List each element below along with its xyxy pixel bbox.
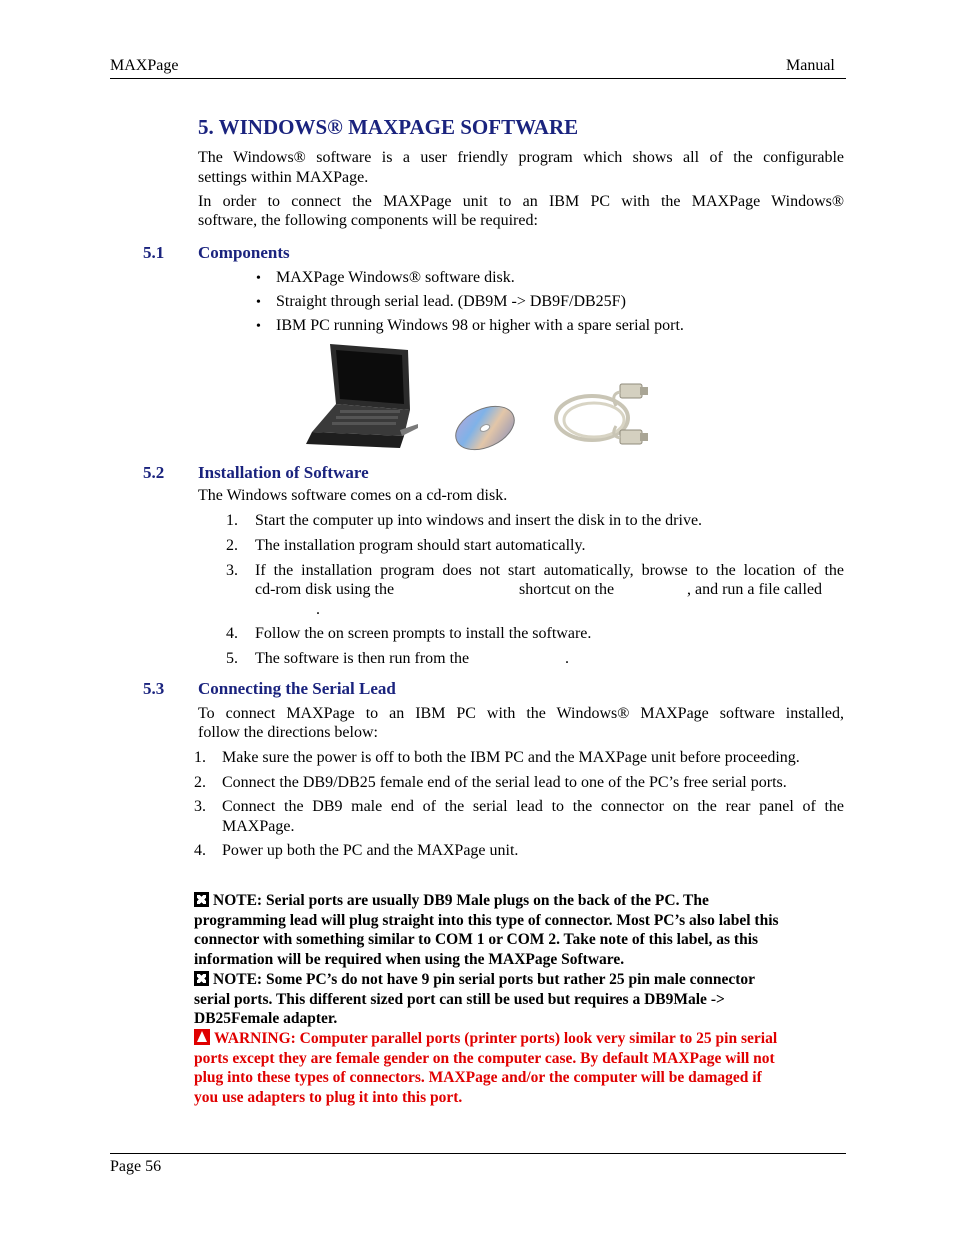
- components-item: MAXPage Windows® software disk.: [276, 269, 515, 286]
- step-number: 3.: [226, 562, 238, 579]
- note-25-pin-ports: [194, 970, 844, 1029]
- install-step: The installation program should start automatically.: [255, 537, 586, 554]
- section-5-p1-line2: settings within MAXPage.: [198, 169, 369, 186]
- install-intro: The Windows software comes on a cd-rom disk.: [198, 487, 508, 504]
- note-line: serial ports. This different sized port can still be used but requires a DB9Male ->: [194, 990, 725, 1008]
- bullet-icon: •: [256, 271, 261, 286]
- section-5-1-number: 5.1: [143, 243, 165, 262]
- section-5-p2-line2: software, the following components will be required:: [198, 212, 538, 229]
- header-rule: [110, 78, 846, 79]
- section-5-3-number: 5.3: [143, 679, 165, 698]
- components-item: Straight through serial lead. (DB9M -> DB9F/DB25F): [276, 293, 626, 310]
- bullet-icon: •: [256, 295, 261, 310]
- step-number: 5.: [226, 650, 238, 667]
- warning-line: ports except they are female gender on the computer case. By default MAXPage will not: [194, 1049, 775, 1067]
- note-serial-ports: [194, 891, 844, 969]
- install-step: If the installation program does not start automatically, browse to the location of the: [255, 562, 844, 579]
- cd-disk-image: [452, 404, 518, 452]
- header-title: MAXPage: [110, 57, 179, 74]
- serial-step: Power up both the PC and the MAXPage unit.: [222, 842, 519, 859]
- laptop-image: [300, 340, 420, 452]
- section-5-p2-line1: In order to connect the MAXPage unit to an IBM PC with the MAXPage Windows®: [198, 193, 844, 210]
- header-manual: Manual: [786, 57, 835, 74]
- serial-intro-line1: To connect MAXPage to an IBM PC with the Windows® MAXPage software installed,: [198, 705, 844, 722]
- warning-line: you use adapters to plug it into this port.: [194, 1088, 463, 1106]
- install-step-fragment: , and run a file called: [687, 581, 823, 598]
- note-icon: [194, 971, 209, 986]
- install-step-fragment: cd-rom disk using the: [255, 581, 395, 598]
- section-5-2-number: 5.2: [143, 463, 165, 482]
- section-5-p1-line1: The Windows® software is a user friendly program which shows all of the configurable: [198, 149, 844, 166]
- step-number: 2.: [194, 774, 206, 791]
- serial-intro-line2: follow the directions below:: [198, 724, 378, 741]
- step-number: 4.: [194, 842, 206, 859]
- note-line: NOTE: Some PC’s do not have 9 pin serial ports but rather 25 pin male connector: [213, 971, 756, 988]
- page-number: Page 56: [110, 1158, 162, 1175]
- bullet-icon: •: [256, 319, 261, 334]
- note-line: DB25Female adapter.: [194, 1010, 338, 1028]
- install-step: Start the computer up into windows and insert the disk in to the drive.: [255, 512, 703, 529]
- footer-rule: [110, 1153, 846, 1154]
- components-item: IBM PC running Windows 98 or higher with a spare serial port.: [276, 317, 684, 334]
- warning-line: plug into these types of connectors. MAXPage and/or the computer will be damaged if: [194, 1069, 762, 1087]
- serial-cable-image: [550, 378, 652, 454]
- note-line: programming lead will plug straight into this type of connector. Most PC’s also label this: [194, 911, 779, 929]
- install-step-fragment: .: [565, 650, 569, 667]
- warning-parallel-ports: [194, 1029, 844, 1107]
- serial-step: Connect the DB9/DB25 female end of the serial lead to one of the PC’s free serial ports.: [222, 774, 787, 791]
- install-step-fragment: .: [316, 601, 320, 618]
- step-number: 1.: [194, 749, 206, 766]
- step-number: 2.: [226, 537, 238, 554]
- install-step: Follow the on screen prompts to install the software.: [255, 625, 592, 642]
- step-number: 3.: [194, 798, 206, 815]
- note-line: NOTE: Serial ports are usually DB9 Male plugs on the back of the PC. The: [213, 892, 709, 909]
- serial-step: Connect the DB9 male end of the serial lead to the connector on the rear panel of the: [222, 798, 844, 815]
- step-number: 1.: [226, 512, 238, 529]
- warning-icon: [194, 1029, 210, 1045]
- note-line: connector with something similar to COM 1 or COM 2. Take note of this label, as this: [194, 931, 759, 949]
- warning-line: WARNING: Computer parallel ports (printer ports) look very similar to 25 pin serial: [214, 1030, 778, 1047]
- note-icon: [194, 892, 209, 907]
- step-number: 4.: [226, 625, 238, 642]
- install-step: The software is then run from the: [255, 650, 470, 667]
- section-5-3-title: Connecting the Serial Lead: [198, 679, 396, 698]
- section-5-1-title: Components: [198, 243, 290, 262]
- serial-step: Make sure the power is off to both the IBM PC and the MAXPage unit before proceeding.: [222, 749, 800, 766]
- section-5-2-title: Installation of Software: [198, 463, 369, 482]
- serial-step-line2: MAXPage.: [222, 818, 295, 835]
- section-5-title: 5. WINDOWS® MAXPAGE SOFTWARE: [198, 115, 579, 139]
- note-line: information will be required when using the MAXPage Software.: [194, 950, 625, 968]
- install-step-fragment: shortcut on the: [519, 581, 615, 598]
